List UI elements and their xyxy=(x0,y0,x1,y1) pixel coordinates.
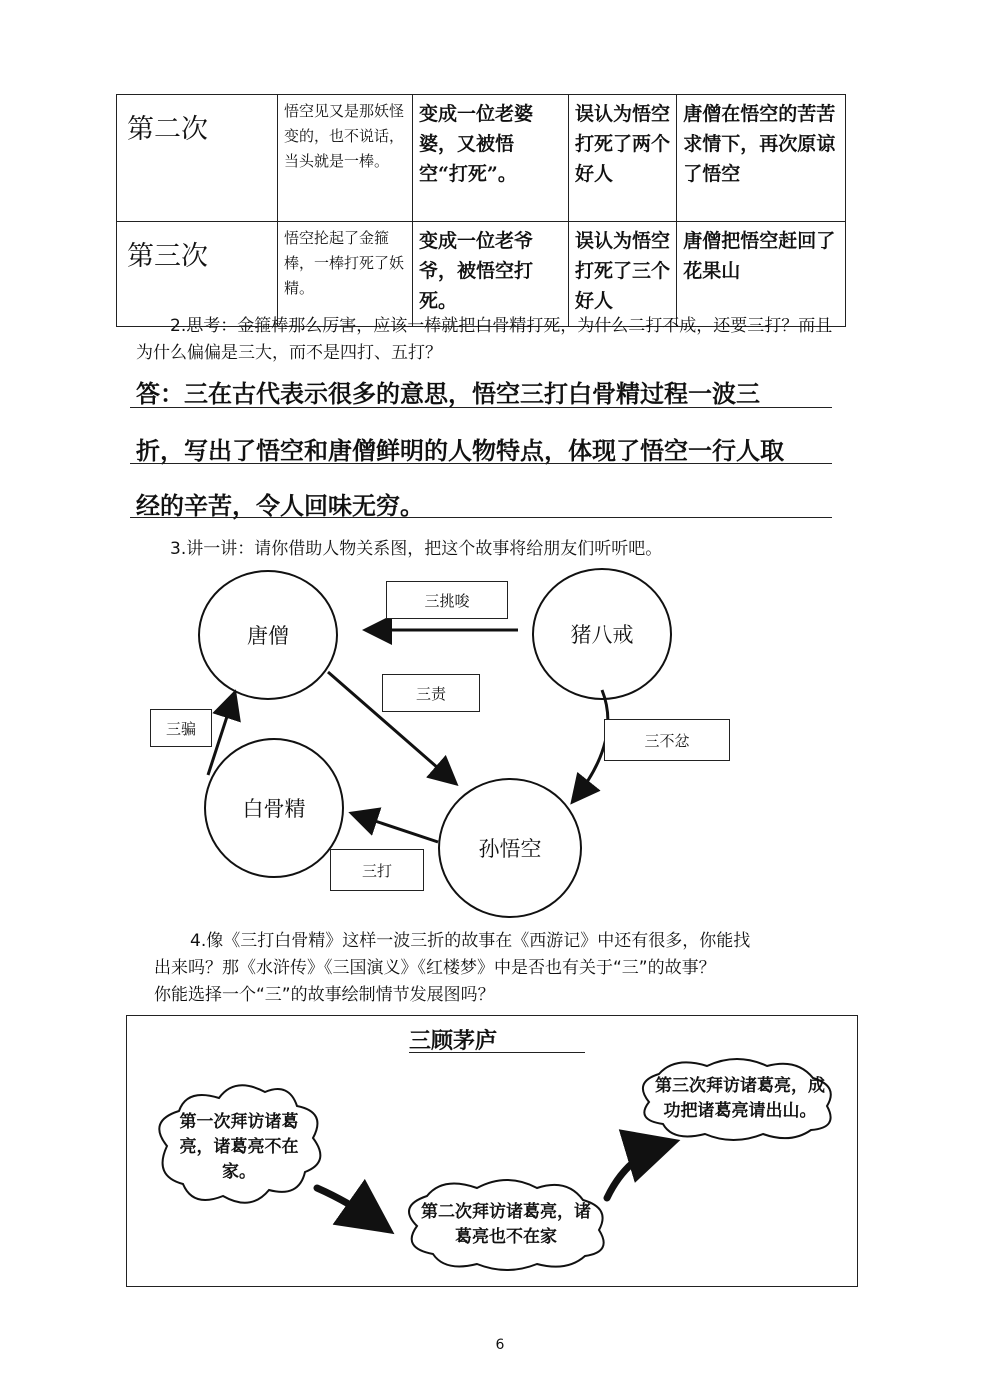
relation-san-da: 三打 xyxy=(330,849,424,891)
row-text: 悟空抡起了金箍棒，一棒打死了妖精。 xyxy=(278,222,413,327)
table-row xyxy=(117,222,846,327)
plot-diagram-box xyxy=(126,1015,858,1287)
node-baigujing: 白骨精 xyxy=(204,738,344,878)
relation-san-tiaosuo: 三挑唆 xyxy=(386,581,508,619)
arrow-bufen xyxy=(574,690,608,800)
row-handwriting-2: 误认为悟空打死了两个好人 xyxy=(568,95,676,222)
answer-line-3: 经的辛苦，令人回味无穷。 xyxy=(136,491,424,520)
plot-title: 三顾茅庐 xyxy=(409,1028,498,1054)
relation-san-pian: 三骗 xyxy=(150,709,212,747)
row-handwriting-3: 唐僧把悟空赶回了花果山 xyxy=(677,222,846,327)
question-3: 3.讲一讲：请你借助人物关系图，把这个故事将给朋友们听听吧。 xyxy=(170,539,663,559)
answer-line-2: 折，写出了悟空和唐僧鲜明的人物特点，体现了悟空一行人取 xyxy=(136,436,784,465)
relation-san-ze: 三责 xyxy=(382,674,480,712)
question-2: 2.思考：金箍棒那么厉害，应该一棒就把白骨精打死，为什么二打不成，还要三打？而且为什么偏偏是三大，而不是四打、五打？ xyxy=(136,316,833,363)
question-4-line-2: 出来吗？那《水浒传》《三国演义》《红楼梦》中是否也有关于“三”的故事？ xyxy=(154,958,716,978)
row-label: 第二次 xyxy=(117,95,278,222)
page-number: 6 xyxy=(495,1337,505,1353)
question-4-line-1: 4.像《三打白骨精》这样一波三折的故事在《西游记》中还有很多，你能找 xyxy=(190,931,751,951)
row-label: 第三次 xyxy=(117,222,278,327)
node-tangseng: 唐僧 xyxy=(198,570,338,700)
answer-rule xyxy=(130,463,832,464)
answer-rule xyxy=(130,517,832,518)
node-zhubajie: 猪八戒 xyxy=(532,568,672,700)
row-handwriting-2: 误认为悟空打死了三个好人 xyxy=(568,222,676,327)
plot-arrow-1 xyxy=(317,1188,383,1226)
relation-san-bufen: 三不忿 xyxy=(604,719,730,761)
story-table xyxy=(116,94,846,327)
cloud-3-text: 第三次拜访诸葛亮，成功把诸葛亮请出山。 xyxy=(655,1076,825,1121)
question-4-line-3: 你能选择一个“三”的故事绘制情节发展图吗？ xyxy=(154,985,495,1005)
row-handwriting-3: 唐僧在悟空的苦苦求情下，再次原谅了悟空 xyxy=(677,95,846,222)
row-handwriting-1: 变成一位老爷爷，被悟空打死。 xyxy=(413,222,569,327)
node-sunwukong: 孙悟空 xyxy=(438,778,582,918)
arrow-da xyxy=(354,814,438,842)
plot-arrow-2 xyxy=(607,1144,667,1198)
row-text: 悟空见又是那妖怪变的，也不说话，当头就是一棒。 xyxy=(278,95,413,222)
answer-rule xyxy=(130,407,832,408)
table-row xyxy=(117,95,846,222)
cloud-1-text: 第一次拜访诸葛亮，诸葛亮不在家。 xyxy=(179,1112,299,1182)
answer-line-1: 答：三在古代表示很多的意思，悟空三打白骨精过程一波三 xyxy=(136,379,760,408)
cloud-2-text: 第二次拜访诸葛亮，诸葛亮也不在家 xyxy=(421,1202,591,1247)
row-handwriting-1: 变成一位老婆婆，又被悟空“打死”。 xyxy=(413,95,569,222)
